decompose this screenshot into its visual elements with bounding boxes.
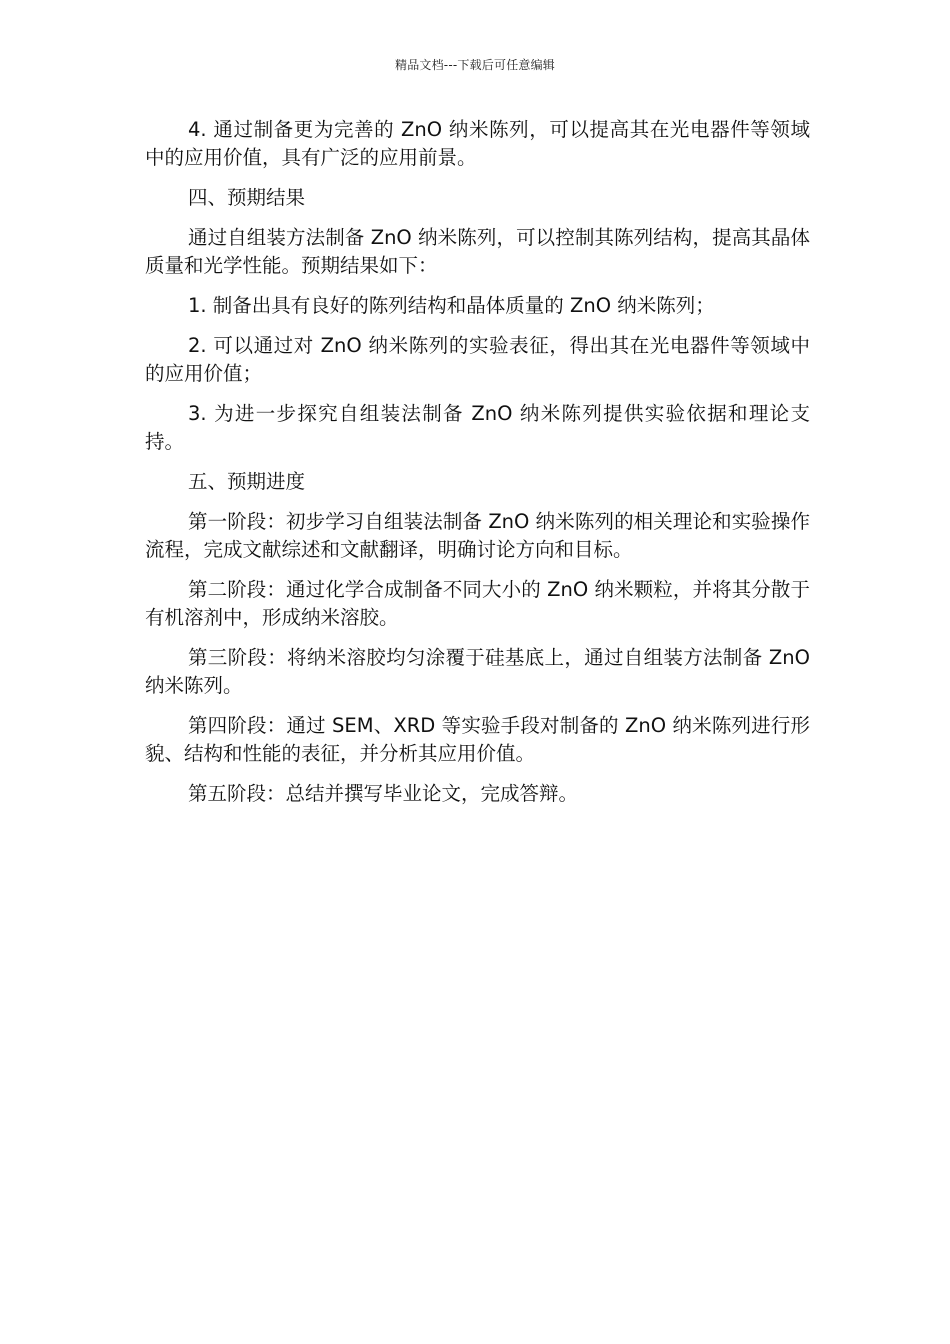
paragraph-stage-3: 第三阶段：将纳米溶胶均匀涂覆于硅基底上，通过自组装方法制备 ZnO 纳米陈列。 [145, 646, 810, 697]
page-header: 精品文档---下载后可任意编辑 [395, 58, 555, 72]
section-heading-expected-results: 四、预期结果 [188, 186, 306, 209]
paragraph-expected-results-intro: 通过自组装方法制备 ZnO 纳米陈列，可以控制其陈列结构，提高其晶体质量和光学性能。预期结果如下： [145, 226, 810, 277]
paragraph-stage-4: 第四阶段：通过 SEM、XRD 等实验手段对制备的 ZnO 纳米陈列进行形貌、结构和性能的表征，并分析其应用价值。 [145, 714, 810, 765]
document-body [145, 116, 810, 820]
paragraph-stage-1: 第一阶段：初步学习自组装法制备 ZnO 纳米陈列的相关理论和实验操作流程，完成文献综述和文献翻译，明确讨论方向和目标。 [145, 510, 810, 561]
paragraph-result-3: 3. 为进一步探究自组装法制备 ZnO 纳米陈列提供实验依据和理论支持。 [145, 402, 810, 453]
paragraph-result-1: 1. 制备出具有良好的陈列结构和晶体质量的 ZnO 纳米陈列； [188, 294, 715, 317]
paragraph-result-2: 2. 可以通过对 ZnO 纳米陈列的实验表征，得出其在光电器件等领域中的应用价值； [145, 334, 810, 385]
section-heading-expected-schedule: 五、预期进度 [188, 470, 306, 493]
paragraph-stage-5: 第五阶段：总结并撰写毕业论文，完成答辩。 [188, 782, 579, 805]
paragraph-stage-2: 第二阶段：通过化学合成制备不同大小的 ZnO 纳米颗粒，并将其分散于有机溶剂中，形成纳米溶胶。 [145, 578, 810, 629]
paragraph-item-4: 4. 通过制备更为完善的 ZnO 纳米陈列，可以提高其在光电器件等领域中的应用价值，具有广泛的应用前景。 [145, 118, 810, 169]
